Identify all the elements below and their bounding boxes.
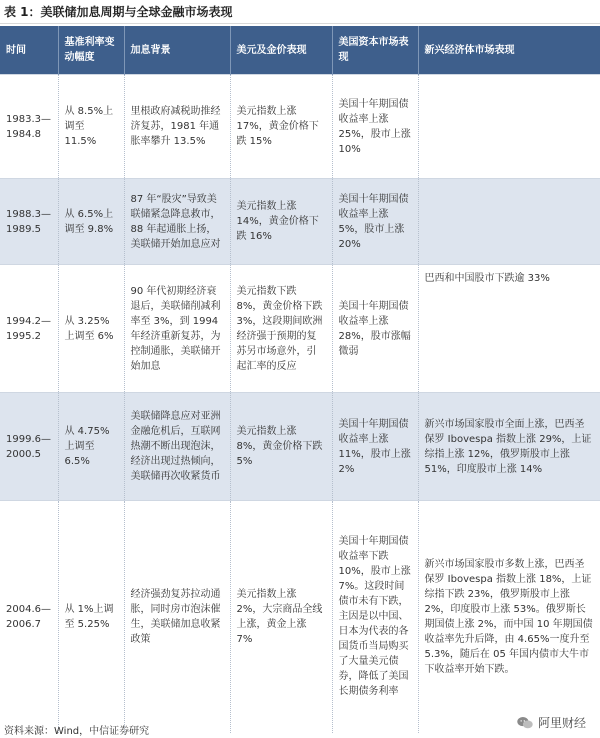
cell-us-market: 美国十年期国债收益率上涨 11%，股市上涨 2% bbox=[332, 393, 418, 501]
table-row bbox=[0, 501, 600, 733]
cell-em-market bbox=[418, 179, 600, 265]
header-usd-gold: 美元及金价表现 bbox=[230, 26, 332, 75]
cell-background: 87 年“股灾”导致美联储紧急降息救市，88 年起通胀上扬，美联储开始加息应对 bbox=[124, 179, 230, 265]
cell-us-market: 美国十年期国债收益率上涨 25%，股市上涨 10% bbox=[332, 75, 418, 179]
cell-rate: 从 4.75%上调至 6.5% bbox=[58, 393, 124, 501]
cell-background: 美联储降息应对亚洲金融危机后，互联网热潮不断出现泡沫，经济出现过热倾向，美联储再次收紧货币 bbox=[124, 393, 230, 501]
cell-background: 90 年代初期经济衰退后，美联储削减利率至 3%，到 1994 年经济重新复苏，为控制通胀，美联储开始加息 bbox=[124, 265, 230, 393]
table-row bbox=[0, 265, 600, 393]
header-time: 时间 bbox=[0, 26, 58, 75]
cell-em-market: 新兴市场国家股市多数上涨，巴西圣保罗 Ibovespa 指数上涨 18%，上证综指下跌 23%，俄罗斯股市上涨 2%，印度股市上涨 53%。俄罗斯长期国债上涨 2%，而中国 10 年期国债收益率先升后降，由 4.65%一度升至 5.3%，随后在 05 年国内债市大牛市下收益率开始下跌。 bbox=[418, 501, 600, 733]
cell-time: 2004.6—2006.7 bbox=[0, 501, 58, 733]
cell-em-market: 巴西和中国股市下跌逾 33% bbox=[418, 265, 600, 393]
header-rate: 基准利率变动幅度 bbox=[58, 26, 124, 75]
cell-background: 经济强劲复苏拉动通胀，同时房市泡沫催生，美联储加息收紧政策 bbox=[124, 501, 230, 733]
cell-usd-gold: 美元指数下跌 8%，黄金价格下跌 3%，这段期间欧洲经济强于预期的复苏另市场意外，引起汇率的反应 bbox=[230, 265, 332, 393]
cell-usd-gold: 美元指数上涨 14%，黄金价格下跌 16% bbox=[230, 179, 332, 265]
watermark-text: 阿里财经 bbox=[537, 716, 586, 730]
cell-rate: 从 1%上调至 5.25% bbox=[58, 501, 124, 733]
cell-us-market: 美国十年期国债收益率上涨 5%，股市上涨 20% bbox=[332, 179, 418, 265]
wechat-icon bbox=[516, 716, 534, 730]
cell-usd-gold: 美元指数上涨 17%，黄金价格下跌 15% bbox=[230, 75, 332, 179]
table-title: 表 1：美联储加息周期与全球金融市场表现 bbox=[0, 0, 600, 24]
cell-us-market: 美国十年期国债收益率上涨 28%，股市涨幅微弱 bbox=[332, 265, 418, 393]
table-row bbox=[0, 393, 600, 501]
cell-em-market bbox=[418, 75, 600, 179]
cell-rate: 从 3.25%上调至 6% bbox=[58, 265, 124, 393]
cell-time: 1988.3—1989.5 bbox=[0, 179, 58, 265]
table-row bbox=[0, 179, 600, 265]
rate-hike-table bbox=[0, 26, 600, 733]
table-header-row bbox=[0, 26, 600, 75]
cell-background: 里根政府减税助推经济复苏，1981 年通胀率攀升 13.5% bbox=[124, 75, 230, 179]
cell-rate: 从 6.5%上调至 9.8% bbox=[58, 179, 124, 265]
header-us-market: 美国资本市场表现 bbox=[332, 26, 418, 75]
cell-us-market: 美国十年期国债收益率下跌 10%，股市上涨 7%。这段时间债市未有下跌，主因是以中国、日本为代表的各国货币当局购买了大量美元债券，降低了美国长期债务利率 bbox=[332, 501, 418, 733]
table-row bbox=[0, 75, 600, 179]
cell-time: 1983.3—1984.8 bbox=[0, 75, 58, 179]
header-background: 加息背景 bbox=[124, 26, 230, 75]
cell-usd-gold: 美元指数上涨 2%，大宗商品全线上涨，黄金上涨 7% bbox=[230, 501, 332, 733]
header-em-market: 新兴经济体市场表现 bbox=[418, 26, 600, 75]
cell-em-market: 新兴市场国家股市全面上涨，巴西圣保罗 Ibovespa 指数上涨 29%，上证综指上涨 12%，俄罗斯股市上涨 51%，印度股市上涨 14% bbox=[418, 393, 600, 501]
watermark bbox=[516, 714, 586, 731]
cell-time: 1994.2—1995.2 bbox=[0, 265, 58, 393]
cell-time: 1999.6—2000.5 bbox=[0, 393, 58, 501]
cell-rate: 从 8.5%上调至 11.5% bbox=[58, 75, 124, 179]
cell-usd-gold: 美元指数上涨 8%，黄金价格下跌 5% bbox=[230, 393, 332, 501]
source-note: 资料来源：Wind，中信证券研究 bbox=[4, 726, 150, 737]
